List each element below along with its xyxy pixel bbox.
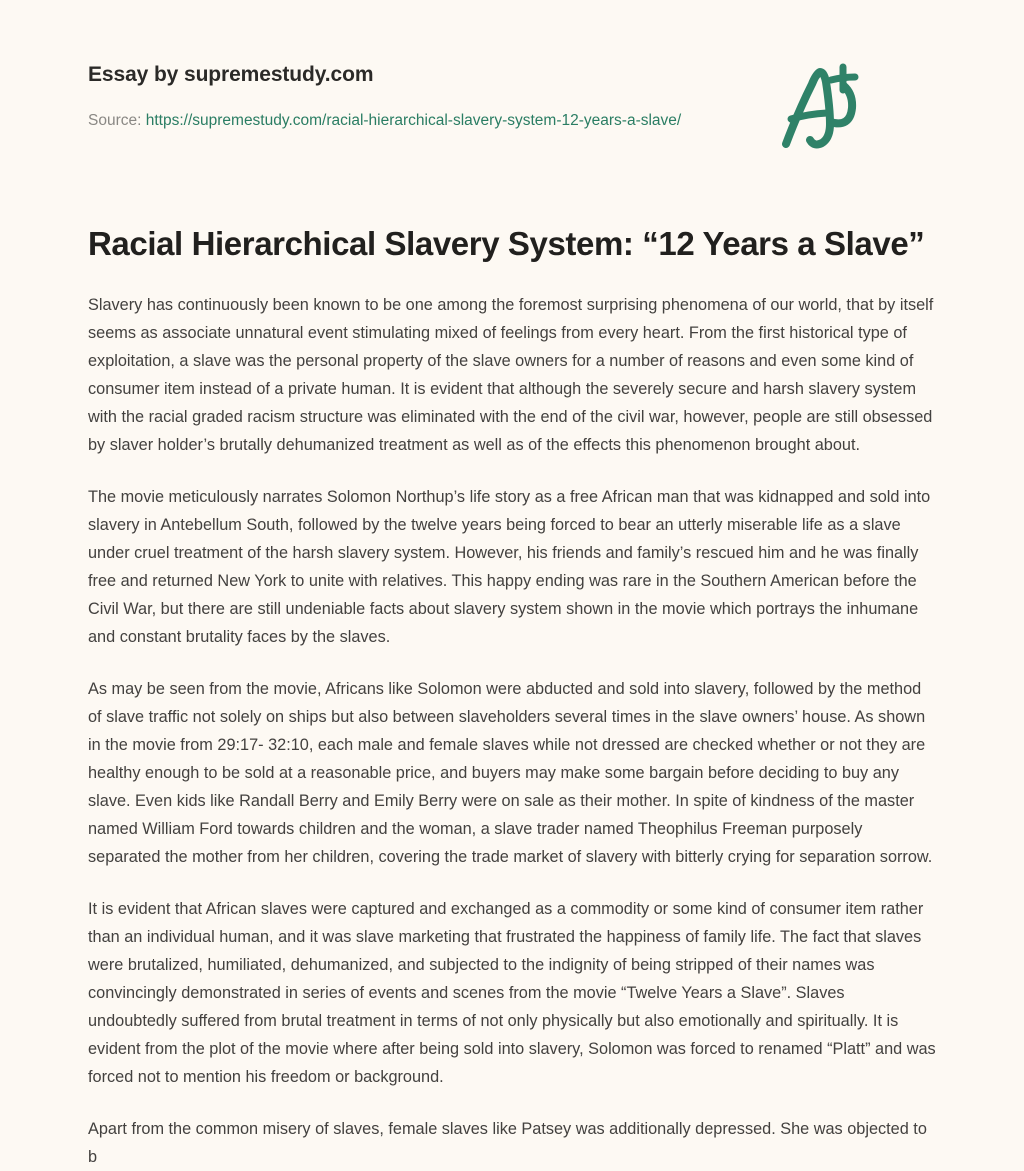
source-label: Source: (88, 112, 142, 130)
paragraph: As may be seen from the movie, Africans like Solomon were abducted and sold into slavery, followed by the method of slave traffic not solely on ships but also between slaveholders several times in the slave owners’ house. As shown in the movie from 29:17- 32:10, each male and female slaves while not dressed are checked whether or not they are healthy enough to be sold at a reasonable price, and buyers may make some bargain before deciding to buy any slave. Even kids like Randall Berry and Emily Berry were on sale as their mother. In spite of kindness of the master named William Ford towards children and the woman, a slave trader named Theophilus Freeman purposely separated the mother from her children, covering the trade market of slavery with bitterly crying for separation sorrow. (88, 679, 933, 866)
paragraph: It is evident that African slaves were captured and exchanged as a commodity or some kind of consumer item rather than an individual human, and it was slave marketing that frustrated the happiness of family life. The fact that slaves were brutalized, humiliated, dehumanized, and subjected to the indignity of being stripped of their names was convincingly demonstrated in series of events and scenes from the movie “Twelve Years a Slave”. Slaves undoubtedly suffered from brutal treatment in terms of not only physically but also emotionally and spiritually. It is evident from the plot of the movie where after being sold into slavery, Solomon was forced to renamed “Platt” and was forced not to mention his freedom or background. (88, 899, 936, 1086)
byline: Essay by supremestudy.com (88, 63, 374, 86)
article-body (88, 265, 936, 1171)
a-plus-logo-icon (758, 52, 878, 162)
page-header (88, 0, 936, 131)
paragraph: Apart from the common misery of slaves, female slaves like Patsey was additionally depressed. She was objected to b (88, 1119, 927, 1166)
source-url-link[interactable]: https://supremestudy.com/racial-hierarchical-slavery-system-12-years-a-slave/ (145, 112, 682, 130)
paragraph: The movie meticulously narrates Solomon Northup’s life story as a free African man that was kidnapped and sold into slavery in Antebellum South, followed by the twelve years being forced to bear an utterly miserable life as a slave under cruel treatment of the harsh slavery system. However, his friends and family’s rescued him and he was finally free and returned New York to unite with relatives. This happy ending was rare in the Southern American before the Civil War, but there are still undeniable facts about slavery system shown in the movie which portrays the inhumane and constant brutality faces by the slaves. (88, 487, 931, 646)
page-title: Racial Hierarchical Slavery System: “12 Years a Slave” (88, 225, 925, 263)
paragraph: Slavery has continuously been known to be one among the foremost surprising phenomena of our world, that by itself seems as associate unnatural event stimulating mixed of feelings from every heart. From the first historical type of exploitation, a slave was the personal property of the slave owners for a number of reasons and even some kind of consumer item instead of a private human. It is evident that although the severely secure and harsh slavery system with the racial graded racism structure was eliminated with the end of the civil war, however, people are still obsessed by slaver holder’s brutally dehumanized treatment as well as of the effects this phenomenon brought about. (88, 295, 934, 454)
